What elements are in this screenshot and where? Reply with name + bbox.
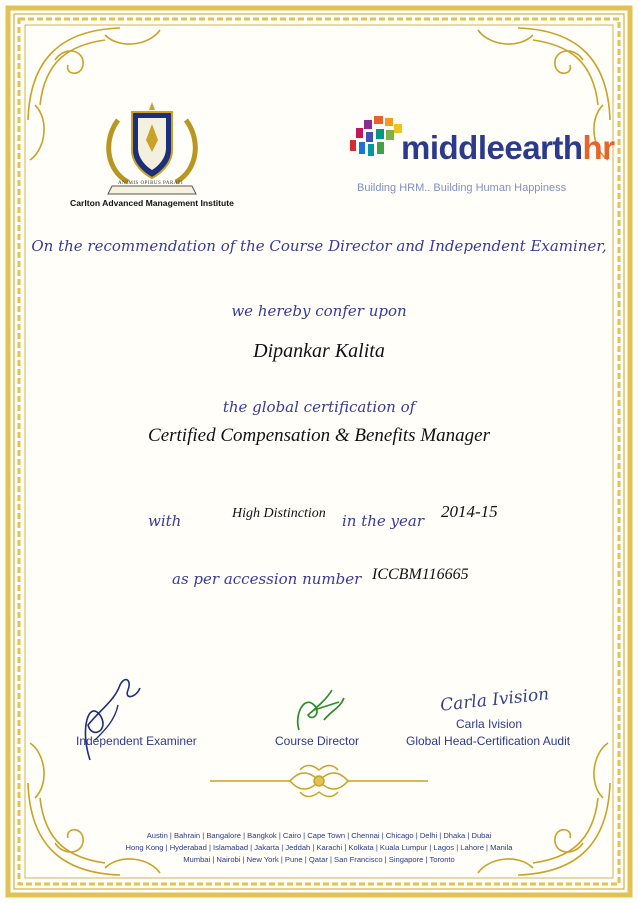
director-role: Course Director (275, 734, 360, 748)
certification-intro: the global certification of (222, 398, 416, 416)
accession-label: as per accession number (172, 570, 362, 588)
examiner-role: Independent Examiner (76, 734, 197, 748)
audit-role: Global Head-Certification Audit (406, 734, 571, 748)
director-signature (284, 680, 354, 740)
audit-signature: Carla Ivision (439, 684, 551, 716)
distinction-value: High Distinction (232, 506, 326, 521)
year-value: 2014-15 (441, 502, 498, 521)
recipient-name: Dipankar Kalita (253, 340, 385, 362)
crest-motto: ANIMIS OPIBUS PARATI (118, 181, 184, 186)
institute-name: Carlton Advanced Management Institute (70, 198, 234, 208)
with-label: with (148, 512, 182, 530)
brand-name-main: middleearth (401, 129, 583, 166)
certification-title: Certified Compensation & Benefits Manager (148, 425, 490, 446)
brand-tagline: Building HRM.. Building Human Happiness (357, 182, 567, 194)
accession-number: ICCBM116665 (372, 566, 469, 583)
footer-cities-line-1: Austin | Bahrain | Bangalore | Bangkok | Cairo | Cape Town | Chennai | Chicago | Delhi | Dhaka | Dubai (146, 831, 492, 840)
brand-name-hr: hr (582, 129, 615, 166)
divider-ornament (210, 766, 428, 797)
audit-name: Carla Ivision (456, 717, 523, 731)
in-year-label: in the year (342, 512, 425, 530)
recommendation-line: On the recommendation of the Course Director and Independent Examiner, (31, 237, 607, 255)
footer-cities-line-3: Mumbai | Nairobi | New York | Pune | Qatar | San Francisco | Singapore | Toronto (183, 855, 455, 864)
examiner-signature (70, 670, 150, 770)
footer-cities-line-2: Hong Kong | Hyderabad | Islamabad | Jakarta | Jeddah | Karachi | Kolkata | Kuala Lumpur | Lagos | Lahore | Manila (125, 843, 513, 852)
globe-logo-icon (344, 112, 408, 168)
confer-line: we hereby confer upon (231, 302, 407, 320)
brand-wordmark (401, 131, 615, 164)
